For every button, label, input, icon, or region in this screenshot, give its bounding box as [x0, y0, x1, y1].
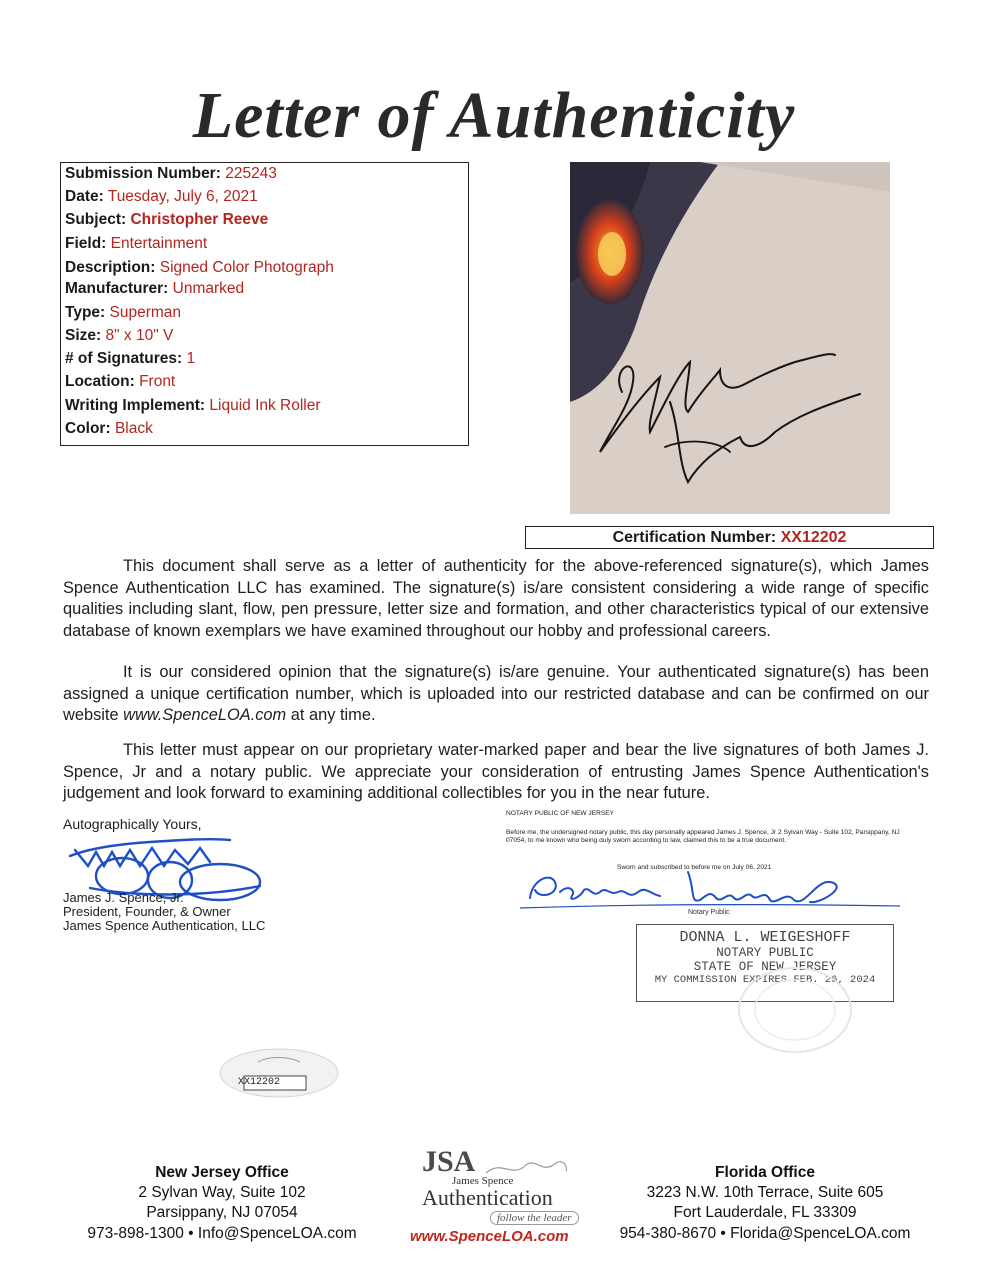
logo-jsa: JSA [422, 1145, 476, 1178]
signer-company: James Spence Authentication, LLC [63, 918, 266, 933]
certification-number: XX12202 [780, 529, 847, 546]
detail-label: Manufacturer: [65, 280, 169, 297]
detail-value: Liquid Ink Roller [209, 397, 321, 414]
notary-body: Before me, the undersigned notary public, this day personally appeared James J. Spence, Jr 2 Sylvan Way - Suite 102, Parsippany, NJ 07054, to me known who being duly sworn according to law, claimed this to be a true document. [506, 829, 900, 844]
detail-value: 225243 [225, 165, 277, 182]
detail-value: Tuesday, July 6, 2021 [107, 188, 258, 205]
page-title: Letter of Authenticity [192, 79, 796, 152]
detail-row [65, 188, 258, 206]
notary-sworn: Sworn and subscribed to before me on July 06, 2021 [617, 864, 772, 871]
detail-value: Front [139, 373, 176, 390]
certification-label: Certification Number: [612, 529, 777, 546]
detail-value: 1 [186, 350, 196, 367]
detail-row [65, 211, 268, 229]
certification-box [525, 526, 934, 549]
detail-value: Signed Color Photograph [159, 259, 334, 276]
detail-value: Entertainment [110, 235, 208, 252]
detail-label: # of Signatures: [65, 350, 183, 367]
closing-text: Autographically Yours, [63, 816, 202, 832]
detail-label: Description: [65, 259, 156, 276]
detail-label: Location: [65, 373, 135, 390]
detail-row [65, 304, 181, 322]
logo-tagline: follow the leader [490, 1211, 579, 1225]
fl-office-contact: 954-380-8670 • Florida@SpenceLOA.com [619, 1225, 911, 1242]
fl-office-address: 3223 N.W. 10th Terrace, Suite 605 [646, 1184, 884, 1201]
nj-office-title: New Jersey Office [155, 1164, 289, 1181]
notary-signature [520, 860, 900, 915]
stamp-title: NOTARY PUBLIC [716, 946, 814, 960]
logo-website-link[interactable]: www.SpenceLOA.com [410, 1228, 569, 1245]
notary-signature-label: Notary Public [688, 909, 730, 916]
fl-office-title: Florida Office [715, 1164, 815, 1181]
fl-office [615, 1163, 915, 1244]
detail-label: Submission Number: [65, 165, 221, 182]
detail-label: Type: [65, 304, 106, 321]
detail-value: Christopher Reeve [130, 211, 269, 228]
logo-subtitle: James Spence [452, 1175, 514, 1187]
detail-row [65, 327, 173, 345]
detail-value: Unmarked [172, 280, 245, 297]
embossed-seal-icon [735, 965, 855, 1055]
detail-label: Writing Implement: [65, 397, 206, 414]
website-link[interactable]: www.SpenceLOA.com [123, 706, 287, 724]
detail-row [65, 235, 207, 253]
detail-row [65, 280, 244, 298]
signer-position: President, Founder, & Owner [63, 904, 231, 919]
detail-row [65, 373, 175, 391]
paragraph-text: It is our considered opinion that the signature(s) is/are genuine. Your authenticated signature(s) has been assigned a unique certification number, which is uploaded into our restricted database and can be confirmed on our website [63, 663, 929, 724]
detail-row [65, 259, 334, 277]
nj-office-city: Parsippany, NJ 07054 [146, 1204, 298, 1221]
paragraph-text: This letter must appear on our proprietary water-marked paper and bear the live signatures of both James J. Spence, Jr and a notary public. We appreciate your consideration of entrusting James Spence Authentication's judgement and look forward to examining additional collectibles for you in the near future. [63, 741, 929, 802]
nj-office-address: 2 Sylvan Way, Suite 102 [138, 1184, 306, 1201]
logo-authentication: Authentication [422, 1185, 553, 1210]
detail-row [65, 420, 153, 438]
detail-label: Date: [65, 188, 104, 205]
detail-label: Field: [65, 235, 107, 252]
notary-heading: NOTARY PUBLIC OF NEW JERSEY [506, 810, 615, 817]
signer-name: James J. Spence, Jr. [63, 890, 184, 905]
detail-label: Subject: [65, 211, 127, 228]
jsa-logo [396, 1145, 596, 1245]
paragraph-1 [63, 556, 929, 642]
detail-value: Superman [109, 304, 182, 321]
detail-row [65, 397, 321, 415]
hologram-sticker-icon [218, 1048, 340, 1098]
sticker-number: XX12202 [237, 1077, 280, 1088]
stamp-state: STATE OF NEW JERSEY [693, 960, 837, 974]
stamp-expiry: MY COMMISSION EXPIRES FEB. 26, 2024 [654, 974, 876, 986]
detail-value: 8" x 10" V [105, 327, 174, 344]
fl-office-city: Fort Lauderdale, FL 33309 [673, 1204, 857, 1221]
paragraph-text: This document shall serve as a letter of authenticity for the above-referenced signature(s), which James Spence Authentication LLC has examined. The signature(s) is/are consistent considering a wide range of specific qualities including slant, flow, pen pressure, letter size and formation, and other characteristics typical of our extensive database of known exemplars we have examined throughout our hobby and professional careers. [63, 557, 929, 640]
detail-value: Black [114, 420, 153, 437]
paragraph-text: at any time. [286, 706, 376, 724]
paragraph-3 [63, 740, 929, 805]
logo-signature-icon [482, 1153, 572, 1183]
photo-image [570, 162, 890, 514]
nj-office-contact: 973-898-1300 • Info@SpenceLOA.com [87, 1225, 357, 1242]
details-box [60, 162, 469, 446]
detail-label: Color: [65, 420, 111, 437]
nj-office [72, 1163, 372, 1244]
signed-photograph [570, 162, 890, 514]
detail-row [65, 165, 277, 183]
detail-label: Size: [65, 327, 102, 344]
stamp-name: DONNA L. WEIGESHOFF [679, 929, 851, 946]
paragraph-2 [63, 662, 929, 727]
detail-row [65, 350, 195, 368]
